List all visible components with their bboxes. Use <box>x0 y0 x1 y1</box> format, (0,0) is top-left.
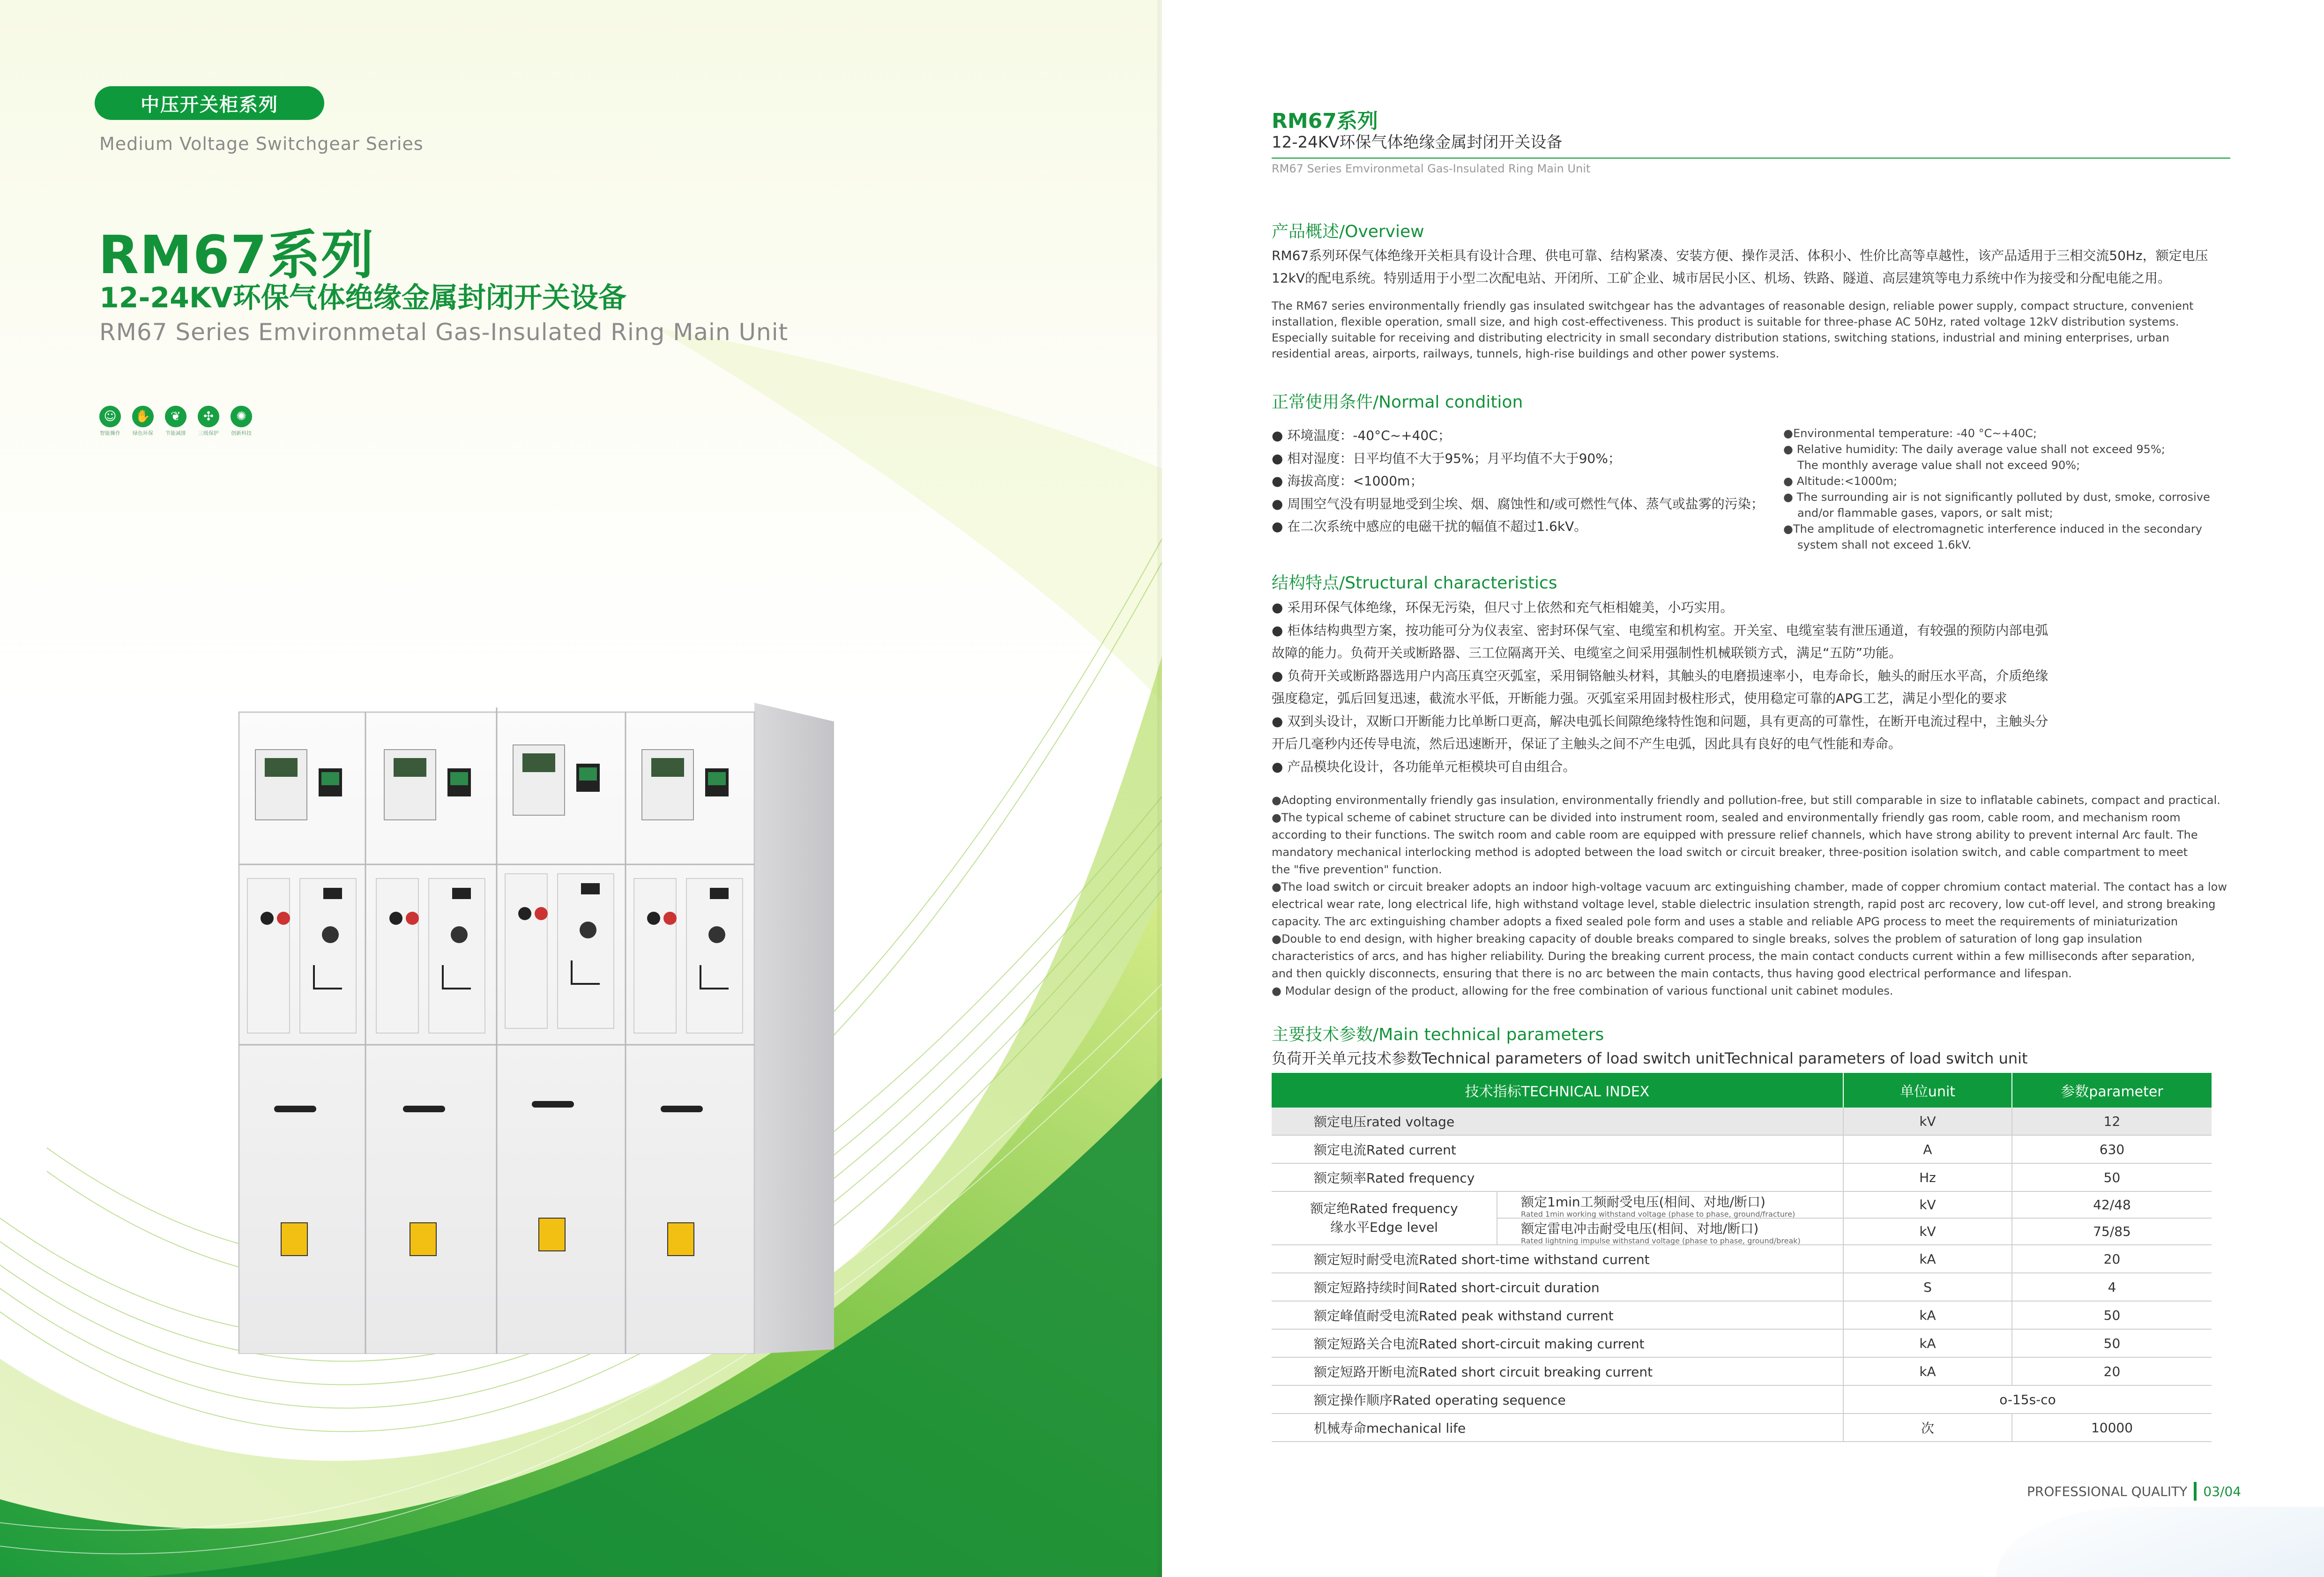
header-parameter: 参数parameter <box>2012 1073 2212 1108</box>
param-value: o-15s-co <box>1843 1385 2212 1413</box>
feature-label: 智能操作 <box>100 430 120 436</box>
page-fold <box>1157 0 1162 1577</box>
feature-label: 创新科技 <box>231 430 252 436</box>
corner-decoration <box>1996 1507 2324 1577</box>
series-english: Medium Voltage Switchgear Series <box>99 134 424 154</box>
param-unit: kV <box>1843 1108 2012 1135</box>
insulation-sub2-small: Rated lightning impulse withstand voltage (phase to phase, ground/break) <box>1521 1236 1801 1245</box>
structure-line: ● 双到头设计，双断口开断能力比单断口更高，解决电弧长间隙绝缘特性饱和问题，具有更高的可靠性，在断开电流过程中，主触头分 <box>1272 713 2048 729</box>
structure-line-en: ●The typical scheme of cabinet structure can be divided into instrument room, sealed and environmentally friendly gas room, cable room, and mechanism room <box>1272 811 2181 824</box>
structure-line: ● 负荷开关或断路器选用户内高压真空灭弧室，采用铜铬触头材料，其触头的电磨损速率小，电寿命长，触头的耐压水平高，介质绝缘 <box>1272 668 2048 684</box>
product-subtitle-english: RM67 Series Emvironmetal Gas-Insulated Ring Main Unit <box>99 319 789 346</box>
fan-icon: ✣ <box>198 406 219 427</box>
normal-condition-en <box>1783 425 2233 553</box>
param-name: 额定峰值耐受电流Rated peak withstand current <box>1272 1301 1843 1329</box>
leaf-icon: ❦ <box>165 406 186 427</box>
param-unit: Hz <box>1843 1163 2012 1191</box>
footer-divider <box>2194 1482 2197 1501</box>
hand-icon: ✋ <box>132 406 154 427</box>
param-name: 额定电压rated voltage <box>1272 1108 1843 1135</box>
param-value: 12 <box>2012 1108 2212 1135</box>
structure-line-en: ● Modular design of the product, allowing for the free combination of various functional unit cabinet modules. <box>1272 984 1893 997</box>
insulation-sub2 <box>1497 1219 1843 1244</box>
param-value: 75/85 <box>2093 1224 2131 1239</box>
param-unit: kA <box>1843 1301 2012 1329</box>
technical-parameters-table <box>1272 1073 2212 1442</box>
param-unit: 次 <box>1843 1413 2012 1442</box>
condition-item: ● 相对湿度：日平均值不大于95%；月平均值不大于90%； <box>1272 450 1621 466</box>
condition-item-en: ●The amplitude of electromagnetic interference induced in the secondary <box>1783 522 2202 536</box>
overview-text-en: The RM67 series environmentally friendly gas insulated switchgear has the advantages of reasonable design, reliable power supply, compact structure, convenient installation, flexible operation, small size, and high cost-effectiveness. This product is suitable for three-phase AC 50Hz, rated voltage 12kV distribution systems. Especially suitable for receiving and distributing electricity in small secondary distribution stations, switching stations, industrial and mining enterprises, urban residential areas, airports, railways, tunnels, high-rise buildings and other power systems. <box>1272 299 2194 360</box>
right-title: RM67系列 <box>1272 109 1378 133</box>
insulation-cell <box>1272 1191 1843 1245</box>
param-name: 额定操作顺序Rated operating sequence <box>1272 1385 1843 1413</box>
structure-line: 开后几毫秒内还传导电流，然后迅速断开，保证了主触头之间不产生电弧，因此具有良好的电气性能和寿命。 <box>1272 736 1902 751</box>
structure-line: ● 柜体结构典型方案，按功能可分为仪表室、密封环保气室、电缆室和机构室。开关室、电缆室装有泄压通道，有较强的预防内部电弧 <box>1272 622 2048 638</box>
condition-item-en: ● The surrounding air is not significantly polluted by dust, smoke, corrosive <box>1783 491 2210 504</box>
right-subtitle-english: RM67 Series Emvironmetal Gas-Insulated Ring Main Unit <box>1272 162 1591 175</box>
condition-item-en: ● Relative humidity: The daily average value shall not exceed 95%; <box>1783 443 2165 456</box>
header-unit: 单位unit <box>1843 1073 2012 1108</box>
table-row <box>1272 1135 2212 1163</box>
normal-condition-cn <box>1272 424 1764 538</box>
feature-hand <box>132 406 154 437</box>
param-value: 42/48 <box>2012 1192 2212 1219</box>
table-row <box>1272 1301 2212 1329</box>
condition-item-en: ● Altitude:<1000m; <box>1783 475 1898 488</box>
param-value: 50 <box>2012 1329 2212 1357</box>
table-row <box>1272 1245 2212 1273</box>
table-row <box>1272 1273 2212 1301</box>
insulation-sub1-label: 额定1min工频耐受电压(相间、对地/断口) <box>1521 1194 1765 1210</box>
param-name: 额定电流Rated current <box>1272 1135 1843 1163</box>
params-heading: 主要技术参数/Main technical parameters <box>1272 1025 1604 1044</box>
condition-item-en: and/or flammable gases, vapors, or salt mist; <box>1797 506 2053 520</box>
product-title: RM67系列 <box>98 225 375 286</box>
param-name: 额定短路开断电流Rated short circuit breaking current <box>1272 1357 1843 1385</box>
param-value: 50 <box>2012 1163 2212 1191</box>
condition-item-en: The monthly average value shall not exceed 90%; <box>1797 459 2080 472</box>
condition-item: ● 周围空气没有明显地受到尘埃、烟、腐蚀性和/或可燃性气体、蒸气或盐雾的污染； <box>1272 496 1764 512</box>
table-row <box>1272 1413 2212 1442</box>
table-row <box>1272 1163 2212 1191</box>
param-value: 10000 <box>2012 1413 2212 1442</box>
param-value: 4 <box>2012 1273 2212 1301</box>
structure-line: 强度稳定，弧后回复迅速，截流水平低，开断能力强。灭弧室采用固封极柱形式，使用稳定可靠的APG工艺，满足小型化的要求 <box>1272 691 2007 706</box>
param-unit: kA <box>1843 1357 2012 1385</box>
param-unit: kV <box>1919 1224 1936 1239</box>
feature-fan <box>198 406 219 437</box>
feature-bulb <box>231 406 252 437</box>
structure-text-cn <box>1272 596 2204 778</box>
table-row <box>1272 1385 2212 1413</box>
param-unit: kA <box>1843 1245 2012 1273</box>
product-subtitle: 12-24KV环保气体绝缘金属封闭开关设备 <box>99 282 626 314</box>
params-caption: 负荷开关单元技术参数Technical parameters of load switch unitTechnical parameters of load switch unit <box>1272 1049 2028 1067</box>
condition-item-en: ●Environmental temperature: -40 °C~+40C; <box>1783 427 2037 440</box>
param-name: 额定频率Rated frequency <box>1272 1163 1843 1191</box>
bulb-icon: ✺ <box>231 406 252 427</box>
param-unit: A <box>1843 1135 2012 1163</box>
param-unit: kV <box>1844 1192 2011 1219</box>
feature-label: 三级保护 <box>198 430 219 436</box>
structure-line-en: the "five prevention" function. <box>1272 863 1442 876</box>
normal-condition-heading: 正常使用条件/Normal condition <box>1272 393 1523 412</box>
insulation-sub2-label: 额定雷电冲击耐受电压(相间、对地/断口) <box>1521 1220 1759 1236</box>
param-value: 20 <box>2012 1357 2212 1385</box>
table-row-insulation <box>1272 1191 2212 1245</box>
structure-line-en: electrical wear rate, long electrical life, high withstand voltage level, stable dielectric insulation strength, rapid post arc recovery, low cut-off level, and strong breaking <box>1272 898 2216 911</box>
header-index: 技术指标TECHNICAL INDEX <box>1272 1073 1843 1108</box>
condition-item-en: system shall not exceed 1.6kV. <box>1797 538 1972 551</box>
series-badge: 中压开关柜系列 <box>95 86 324 120</box>
overview-text-cn: RM67系列环保气体绝缘开关柜具有设计合理、供电可靠、结构紧凑、安装方便、操作灵活、体积小、性价比高等卓越性，该产品适用于三相交流50Hz，额定电压12kV的配电系统。特别适用于小型二次配电站、开闭所、工矿企业、城市居民小区、机场、铁路、隧道、高层建筑等电力系统中作为接受和分配电能之用。 <box>1272 248 2208 286</box>
insulation-sub1-small: Rated 1min working withstand voltage (phase to phase, ground/fracture) <box>1521 1209 1795 1219</box>
insulation-group-label <box>1272 1192 1497 1244</box>
table-header <box>1272 1073 2212 1108</box>
structure-line-en: characteristics of arcs, and has higher reliability. During the breaking current process, the main contact conducts current within a few milliseconds after separation, <box>1272 950 2195 963</box>
condition-item: ● 在二次系统中感应的电磁干扰的幅值不超过1.6kV。 <box>1272 519 1587 534</box>
insulation-values <box>2012 1191 2212 1245</box>
condition-item: ● 海拔高度：<1000m； <box>1272 473 1423 489</box>
feature-leaf <box>165 406 186 437</box>
param-name: 额定短路关合电流Rated short-circuit making current <box>1272 1329 1843 1357</box>
insulation-subrows <box>1497 1192 1843 1244</box>
switchgear-product-image <box>230 698 839 1354</box>
right-page <box>1162 0 2324 1577</box>
structure-line-en: capacity. The arc extinguishing chamber adopts a fixed sealed pole form and uses a stable and reliable APG process to meet the requirements of miniaturization <box>1272 915 2178 928</box>
param-unit: S <box>1843 1273 2012 1301</box>
structure-line-en: mandatory mechanical interlocking method is adopted between the load switch or circuit breaker, three-position isolation switch, and cable compartment to meet <box>1272 846 2188 859</box>
param-unit: kA <box>1843 1329 2012 1357</box>
overview-heading: 产品概述/Overview <box>1272 222 1424 241</box>
param-name: 额定短时耐受电流Rated short-time withstand current <box>1272 1245 1843 1273</box>
structure-line-en: and then quickly disconnects, ensuring that there is no arc between the main contacts, thus having good electrical performance and lifespan. <box>1272 967 2072 980</box>
footer-label: PROFESSIONAL QUALITY <box>2027 1483 2188 1499</box>
structure-line-en: ●The load switch or circuit breaker adopts an indoor high-voltage vacuum arc extinguishing chamber, made of copper chromium contact material. The contact has a low <box>1272 880 2227 893</box>
structure-text-en <box>1272 792 2232 1000</box>
param-name: 机械寿命mechanical life <box>1272 1413 1843 1442</box>
structure-line-en: ●Adopting environmentally friendly gas insulation, environmentally friendly and pollution-free, but still comparable in size to inflatable cabinets, compact and practical. <box>1272 794 2220 807</box>
condition-item: ● 环境温度：-40°C~+40C； <box>1272 428 1451 443</box>
right-subtitle: 12-24KV环保气体绝缘金属封闭开关设备 <box>1272 133 1563 152</box>
param-value: 630 <box>2012 1135 2212 1163</box>
param-value: 20 <box>2012 1245 2212 1273</box>
structure-line: ● 产品模块化设计，各功能单元柜模块可自由组合。 <box>1272 759 1576 774</box>
insulation-units <box>1843 1191 2012 1245</box>
structure-line-en: ●Double to end design, with higher breaking capacity of double breaks compared to single breaks, solves the problem of saturation of long gap insulation <box>1272 932 2142 945</box>
insulation-group-line2: 缘水平Edge level <box>1330 1220 1438 1235</box>
page-number: 03/04 <box>2203 1483 2242 1499</box>
feature-icons <box>99 406 252 437</box>
feature-label: 节能减排 <box>165 430 186 436</box>
title-rule <box>1272 157 2230 159</box>
table-row <box>1272 1108 2212 1135</box>
page-footer <box>2027 1482 2241 1501</box>
table-row <box>1272 1329 2212 1357</box>
person-icon: ☺ <box>99 406 121 427</box>
insulation-group-line1: 额定绝Rated frequency <box>1310 1201 1458 1216</box>
insulation-sub1 <box>1497 1192 1843 1219</box>
param-value: 50 <box>2012 1301 2212 1329</box>
structure-line-en: according to their functions. The switch room and cable room are equipped with pressure relief channels, which have strong ability to prevent internal Arc fault. The <box>1272 828 2198 841</box>
feature-label: 绿色环保 <box>133 430 153 436</box>
table-row <box>1272 1357 2212 1385</box>
param-name: 额定短路持续时间Rated short-circuit duration <box>1272 1273 1843 1301</box>
feature-person <box>99 406 121 437</box>
structure-line: ● 采用环保气体绝缘，环保无污染，但尺寸上依然和充气柜相媲美，小巧实用。 <box>1272 600 1734 615</box>
structure-heading: 结构特点/Structural characteristics <box>1272 573 1557 593</box>
structure-line: 故障的能力。负荷开关或断路器、三工位隔离开关、电缆室之间采用强制性机械联锁方式，满足“五防”功能。 <box>1272 645 1902 661</box>
